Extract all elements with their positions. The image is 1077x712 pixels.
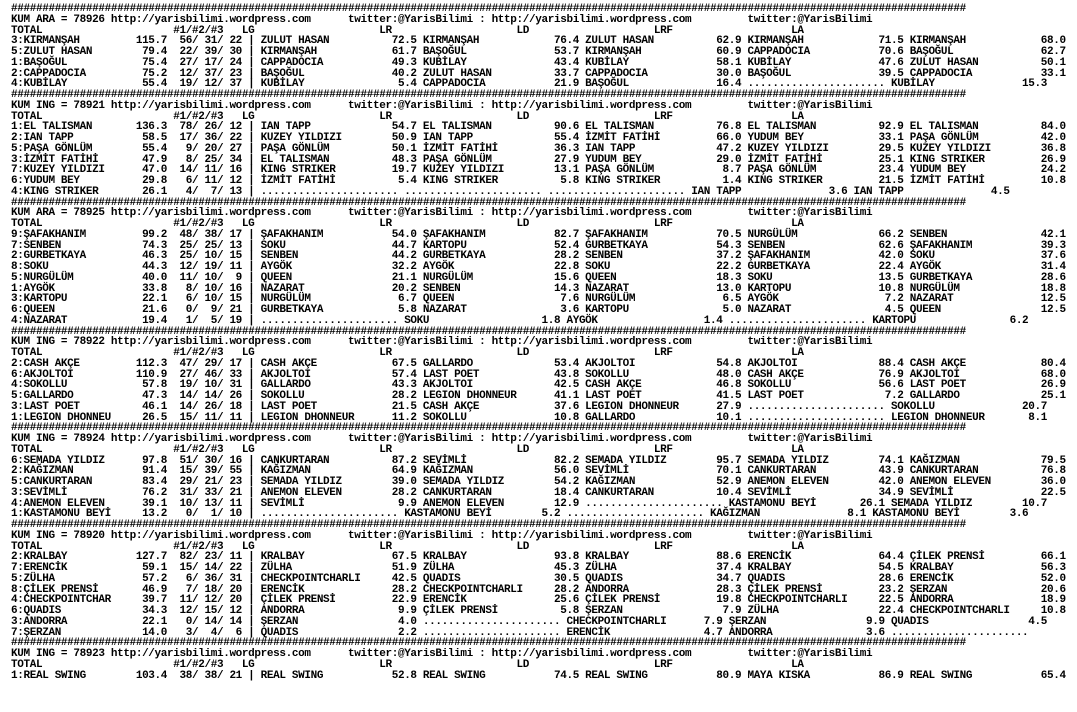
report-line: 6:QUADIS 34.3 12/ 15/ 12 | ANDORRA 9.9 ÇİLEK PRENSİ 5.8 ŞERZAN 7.9 ZÜLHA 22.4 CHECKPOINTCHARLI 10.8 [11,605,1066,617]
report-line: 7:ŞERZAN 14.0 3/ 4/ 6 | QUADIS 2.2 ...................... ERENCİK 4.7 ANDORRA 3.6 ...................... [11,626,1029,639]
report-line: KUM ING = 78921 http://yarisbilimi.wordpress.com twitter:@YarisBilimi : http://yarisbilimi.wordpress.com twitter:@YarisBilimi [11,99,873,112]
report-line: 5:ZÜLHA 57.2 6/ 36/ 31 | CHECKPOINTCHARLI 42.5 QUADIS 30.5 QUADIS 34.7 QUADIS 28.6 ERENCİK 52.0 [11,572,1066,585]
report-line: KUM ING = 78923 http://yarisbilimi.wordpress.com twitter:@YarisBilimi : http://yarisbilimi.wordpress.com twitter:@YarisBilimi [11,648,873,660]
report-line: KUM ARA = 78925 http://yarisbilimi.wordpress.com twitter:@YarisBilimi : http://yarisbilimi.wordpress.com twitter:@YarisBilimi [11,207,873,220]
report-line: 5:PAŞA GÖNLÜM 55.4 9/ 20/ 27 | PAŞA GÖNLÜM 50.1 İZMİT FATİHİ 36.3 IAN TAPP 47.2 KUZEY YILDIZI 29.5 KUZEY YILDIZI 36.8 [11,142,1066,155]
report-line: TOTAL #1/#2/#3 LG LR LD LRF LA [11,540,804,553]
report-line: 4:NAZARAT 19.4 1/ 5/ 19 | ...................... SOKU 1.8 AYGÖK 1.4 ...................... KARTOPU 6.2 [11,314,1029,327]
report-line: KUM ING = 78922 http://yarisbilimi.wordpress.com twitter:@YarisBilimi : http://yarisbilimi.wordpress.com twitter:@YarisBilimi [11,336,873,349]
report-line: TOTAL #1/#2/#3 LG LR LD LRF LA [11,658,804,671]
report-line: KUM ARA = 78926 http://yarisbilimi.wordpress.com twitter:@YarisBilimi : http://yarisbilimi.wordpress.com twitter:@YarisBilimi [11,13,873,26]
report-line: ######################################################################################################################################################### [11,422,966,435]
report-line: 6:AKJOLTOI 110.9 27/ 46/ 33 | AKJOLTOI 57.4 LAST POET 43.8 SOKOLLU 48.0 CASH AKÇE 76.9 AKJOLTOI 68.0 [11,368,1066,381]
report-line: TOTAL #1/#2/#3 LG LR LD LRF LA [11,24,804,37]
report-line: 2:IAN TAPP 58.5 17/ 36/ 22 | KUZEY YILDIZI 50.9 IAN TAPP 55.4 İZMİT FATİHİ 66.0 YUDUM BEY 33.1 PAŞA GÖNLÜM 42.0 [11,132,1066,144]
report-line: 5:ZULUT HASAN 79.4 22/ 39/ 30 | KIRMANŞAH 61.7 BAŞOĞUL 53.7 KIRMANŞAH 60.9 CAPPADOCIA 70.6 BAŞOĞUL 62.7 [11,46,1066,58]
report-line: TOTAL #1/#2/#3 LG LR LD LRF LA [11,110,804,123]
report-line: KUM ING = 78920 http://yarisbilimi.wordpress.com twitter:@YarisBilimi : http://yarisbilimi.wordpress.com twitter:@YarisBilimi [11,529,873,542]
report-line: 1:BAŞOĞUL 75.4 27/ 17/ 24 | CAPPADOCIA 49.3 KUBİLAY 43.4 KUBİLAY 58.1 KUBİLAY 47.6 ZULUT HASAN 50.1 [11,56,1066,69]
report-line: 4:CHECKPOINTCHAR 39.7 11/ 12/ 20 | ÇİLEK PRENSİ 22.9 ERENCİK 25.6 ÇİLEK PRENSİ 19.8 CHECKPOINTCHARLI 22.5 ANDORRA 18.9 [11,594,1066,607]
report-line: ######################################################################################################################################################### [11,325,966,338]
report-line: 7:KUZEY YILDIZI 47.0 14/ 11/ 16 | KING STRIKER 19.7 KUZEY YILDIZI 13.1 PAŞA GÖNLÜM 8.7 PAŞA GÖNLÜM 23.4 YUDUM BEY 24.2 [11,164,1066,177]
report-line: 3:SEVİMLİ 76.2 31/ 33/ 21 | ANEMON ELEVEN 28.2 CANKURTARAN 18.4 CANKURTARAN 10.4 SEVİMLİ 34.9 SEVİMLİ 22.5 [11,486,1066,499]
report-line: 5:CANKURTARAN 83.4 29/ 21/ 23 | SEMADA YILDIZ 39.0 SEMADA YILDIZ 54.2 KAĞIZMAN 52.9 ANEMON ELEVEN 42.0 ANEMON ELEVEN 36.0 [11,476,1066,488]
report-line: 3:LAST POET 46.1 14/ 26/ 18 | LAST POET 21.5 CASH AKÇE 37.6 LEGION DHONNEUR 27.9 ...................... SOKOLLU 20.7 [11,400,1048,413]
report-line: 1:REAL SWING 103.4 38/ 38/ 21 | REAL SWING 52.8 REAL SWING 74.5 REAL SWING 80.9 MAYA KISKA 86.9 REAL SWING 65.4 [11,669,1066,682]
report-line: 8:ÇİLEK PRENSİ 46.9 7/ 18/ 20 | ERENCİK 28.2 CHECKPOINTCHARLI 28.2 ANDORRA 28.3 ÇİLEK PRENSİ 23.2 ŞERZAN 20.6 [11,583,1066,596]
report-line: ######################################################################################################################################################### [11,89,966,101]
report-line: 2:CAPPADOCIA 75.2 12/ 37/ 23 | BAŞOĞUL 40.2 ZULUT HASAN 33.7 CAPPADOCIA 30.0 BAŞOĞUL 39.5 CAPPADOCIA 33.1 [11,67,1066,80]
report-line: TOTAL #1/#2/#3 LG LR LD LRF LA [11,347,804,359]
report-line: ######################################################################################################################################################### [11,637,966,650]
report-line: 2:KRALBAY 127.7 82/ 23/ 11 | KRALBAY 67.5 KRALBAY 93.8 KRALBAY 88.6 ERENCİK 64.4 ÇİLEK PRENSİ 66.1 [11,551,1066,564]
report-line: 9:ŞAFAKHANIM 99.2 48/ 38/ 17 | ŞAFAKHANIM 54.0 ŞAFAKHANIM 82.7 ŞAFAKHANIM 70.5 NURGÜLÜM 66.2 SENBEN 42.1 [11,228,1066,241]
report-line: 3:ANDORRA 22.1 0/ 14/ 14 | ŞERZAN 4.0 ...................... CHECKPOINTCHARLI 7.9 ŞERZAN 9.9 QUADIS 4.5 [11,615,1048,628]
report-line: 4:KING STRIKER 26.1 4/ 7/ 13 | ...................... ...................... ...................... IAN TAPP 3.6 IAN TAPP 4.5 [11,185,1010,198]
report-line: 8:SOKU 44.3 12/ 19/ 11 | AYGÖK 32.2 AYGÖK 22.8 SOKU 22.2 GURBETKAYA 22.4 AYGÖK 31.4 [11,261,1066,273]
report-line: 4:ANEMON ELEVEN 39.1 10/ 13/ 11 | SEVİMLİ 9.9 ANEMON ELEVEN 12.9 ...................... KASTAMONU BEYİ 26.1 SEMADA YILDIZ 10.7 [11,497,1048,510]
report-line: ######################################################################################################################################################### [11,3,966,15]
report-line: 1:EL TALISMAN 136.3 78/ 26/ 12 | IAN TAPP 54.7 EL TALISMAN 90.6 EL TALISMAN 76.8 EL TALISMAN 92.9 EL TALISMAN 84.0 [11,121,1066,134]
report-line: ######################################################################################################################################################### [11,196,966,209]
report-line: 6:YUDUM BEY 29.8 6/ 11/ 12 | İZMİT FATİHİ 5.4 KING STRIKER 5.8 KING STRIKER 1.4 KING STRIKER 21.5 İZMİT FATİHİ 10.8 [11,175,1066,187]
report-line: 1:KASTAMONU BEYİ 13.2 0/ 1/ 10 | ...................... KASTAMONU BEYİ 5.2 ...................... KAĞIZMAN 8.1 KASTAMONU BEYİ 3.6 [11,508,1029,521]
report-line: 6:QUEEN 21.6 0/ 9/ 21 | GURBETKAYA 5.8 NAZARAT 3.6 KARTOPU 5.0 NAZARAT 4.5 QUEEN 12.5 [11,304,1066,316]
report-line: KUM ING = 78924 http://yarisbilimi.wordpress.com twitter:@YarisBilimi : http://yarisbilimi.wordpress.com twitter:@YarisBilimi [11,433,873,445]
report-line: 5:NURGÜLÜM 40.0 11/ 10/ 9 | QUEEN 21.1 NURGÜLÜM 15.6 QUEEN 18.3 SOKU 13.5 GURBETKAYA 28.6 [11,271,1066,284]
report-line: 5:GALLARDO 47.3 14/ 14/ 26 | SOKOLLU 28.2 LEGION DHONNEUR 41.1 LAST POET 41.5 LAST POET 7.2 GALLARDO 25.1 [11,390,1066,402]
report-line: 3:İZMİT FATİHİ 47.9 8/ 25/ 34 | EL TALISMAN 48.3 PAŞA GÖNLÜM 27.9 YUDUM BEY 29.0 İZMİT FATİHİ 25.1 KING STRIKER 26.9 [11,153,1066,166]
report-line: 2:GURBETKAYA 46.3 25/ 10/ 15 | SENBEN 44.2 GURBETKAYA 28.2 SENBEN 37.2 ŞAFAKHANIM 42.0 SOKU 37.6 [11,250,1066,263]
report-line: TOTAL #1/#2/#3 LG LR LD LRF LA [11,443,804,456]
report-line: 1:AYGÖK 33.8 8/ 10/ 16 | NAZARAT 20.2 SENBEN 14.3 NAZARAT 13.0 KARTOPU 10.8 NURGÜLÜM 18.8 [11,282,1066,295]
report-line: 4:SOKOLLU 57.8 19/ 10/ 31 | GALLARDO 43.3 AKJOLTOI 42.5 CASH AKÇE 46.8 SOKOLLU 56.6 LAST POET 26.9 [11,379,1066,392]
report-line: 6:SEMADA YILDIZ 97.8 51/ 30/ 16 | CANKURTARAN 87.2 SEVİMLİ 82.2 SEMADA YILDIZ 95.7 SEMADA YILDIZ 74.1 KAĞIZMAN 79.5 [11,454,1066,467]
report-line: TOTAL #1/#2/#3 LG LR LD LRF LA [11,218,804,230]
report-line: ######################################################################################################################################################### [11,519,966,531]
report-line: 3:KIRMANŞAH 115.7 56/ 31/ 22 | ZULUT HASAN 72.5 KIRMANŞAH 76.4 ZULUT HASAN 62.9 KIRMANŞAH 71.5 KIRMANŞAH 68.0 [11,35,1066,48]
report-line: 2:KAĞIZMAN 91.4 15/ 39/ 55 | KAĞIZMAN 64.9 KAĞIZMAN 56.0 SEVİMLİ 70.1 CANKURTARAN 43.9 CANKURTARAN 76.8 [11,465,1066,478]
report-line: 2:CASH AKÇE 112.3 47/ 29/ 17 | CASH AKÇE 67.5 GALLARDO 53.4 AKJOLTOI 54.8 AKJOLTOI 88.4 CASH AKÇE 80.4 [11,357,1066,370]
report-line: 4:KUBİLAY 55.4 19/ 12/ 37 | KUBİLAY 5.4 CAPPADOCIA 21.9 BAŞOĞUL 16.4 ...................... KUBİLAY 15.3 [11,78,1048,91]
report-line: 3:KARTOPU 22.1 6/ 10/ 15 | NURGÜLÜM 6.7 QUEEN 7.6 NURGÜLÜM 6.5 AYGÖK 7.2 NAZARAT 12.5 [11,293,1066,306]
report-line: 7:SENBEN 74.3 25/ 25/ 13 | SOKU 44.7 KARTOPU 52.4 GURBETKAYA 54.3 SENBEN 62.6 ŞAFAKHANIM 39.3 [11,239,1066,252]
report-line: 1:LEGION DHONNEU 26.5 15/ 11/ 11 | LEGION DHONNEUR 11.2 SOKOLLU 10.8 GALLARDO 10.1 ...................... LEGION DHONNEUR 8.1 [11,411,1048,424]
report-line: 7:ERENCİK 59.1 15/ 14/ 22 | ZÜLHA 51.9 ZÜLHA 45.3 ZÜLHA 37.4 KRALBAY 54.5 KRALBAY 56.3 [11,562,1066,574]
